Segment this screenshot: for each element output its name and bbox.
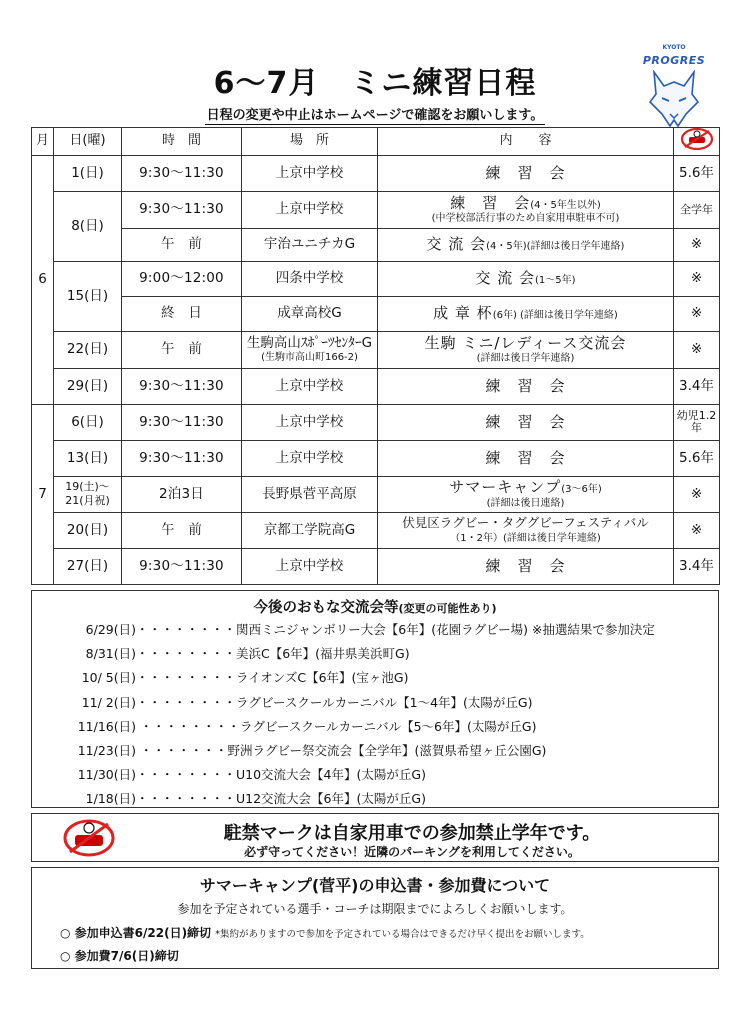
row-place: 上京中学校 xyxy=(242,191,378,228)
row-content: 練 習 会 xyxy=(378,155,674,191)
row-day: 20(日) xyxy=(54,512,122,548)
summer-camp-title: サマーキャンプ(菅平)の申込書・参加費について xyxy=(199,876,551,895)
row-day: 22(日) xyxy=(54,331,122,368)
row-place: 上京中学校 xyxy=(242,155,378,191)
row-time: 9:30～11:30 xyxy=(122,440,242,476)
row-content: 練 習 会 xyxy=(378,368,674,404)
list-item: 11/ 2(日)・・・・・・・・ラグビースクールカーニバル【1～4年】(太陽が丘G) xyxy=(81,694,533,710)
row-place: 生駒高山ｽﾎﾟｰﾂｾﾝﾀｰG (生駒市高山町166-2) xyxy=(242,331,378,368)
row-place: 上京中学校 xyxy=(242,548,378,584)
list-item: 10/ 5(日)・・・・・・・・ライオンズC【6年】(宝ヶ池G) xyxy=(81,670,409,686)
row-content: サマーキャンプ(3～6年) (詳細は後日連絡) xyxy=(378,476,674,512)
table-row xyxy=(32,440,720,476)
row-time: 9:00～12:00 xyxy=(122,261,242,296)
table-row xyxy=(32,476,720,512)
parking-notice-box xyxy=(31,813,719,862)
page-title: 6～7月 ミニ練習日程 xyxy=(213,66,537,101)
row-time: 9:30～11:30 xyxy=(122,404,242,440)
row-day: 1(日) xyxy=(54,155,122,191)
list-item: 11/23(日) ・・・・・・・野洲ラグビー祭交流会【全学年】(滋賀県希望ヶ丘公園G) xyxy=(77,742,547,758)
list-item: 11/30(日)・・・・・・・・U10交流大会【4年】(太陽が丘G) xyxy=(77,767,426,783)
month-june: 6 xyxy=(32,155,54,404)
row-place: 長野県菅平高原 xyxy=(242,476,378,512)
row-note: ※ xyxy=(674,331,720,368)
table-row xyxy=(32,512,720,548)
row-note: 5.6年 xyxy=(674,440,720,476)
parking-notice-sub: 必ず守ってください！近隣のパーキングを利用してください。 xyxy=(244,845,580,859)
row-time: 9:30～11:30 xyxy=(122,191,242,228)
row-time: 午 前 xyxy=(122,512,242,548)
row-content: 伏見区ラグビー・タググビーフェスティバル （1・2年）(詳細は後日学年連絡) xyxy=(378,512,674,548)
exchange-events-list xyxy=(50,618,710,812)
table-row xyxy=(32,404,720,440)
row-time: 午 前 xyxy=(122,228,242,261)
row-content: 交 流 会(1～5年) xyxy=(378,261,674,296)
table-row xyxy=(32,261,720,296)
row-content: 成 章 杯(6年) (詳細は後日学年連絡) xyxy=(378,296,674,331)
row-note: ※ xyxy=(674,261,720,296)
schedule-table xyxy=(31,127,720,585)
row-time: 9:30～11:30 xyxy=(122,368,242,404)
application-deadline: ○ 参加申込書6/22(日)締切 *集約がありますので参加を予定されている場合はできるだけ早く提出をお願いします。 xyxy=(60,926,590,940)
table-row xyxy=(32,331,720,368)
row-time: 午 前 xyxy=(122,331,242,368)
wolf-icon xyxy=(648,70,700,128)
row-content: 練 習 会 xyxy=(378,548,674,584)
row-day: 15(日) xyxy=(54,261,122,331)
no-parking-icon xyxy=(680,128,714,150)
exchange-events-title: 今後のおもな交流会等(変更の可能性あり) xyxy=(253,600,497,616)
logo-city: KYOTO xyxy=(662,44,686,51)
table-header-row xyxy=(32,128,720,156)
row-note: 幼児1.2年 xyxy=(674,404,720,440)
row-place: 四条中学校 xyxy=(242,261,378,296)
row-note: ※ xyxy=(674,476,720,512)
table-row xyxy=(32,548,720,584)
fee-deadline: ○ 参加費7/6(日)締切 xyxy=(60,949,179,963)
row-time: 9:30～11:30 xyxy=(122,548,242,584)
row-place: 成章高校G xyxy=(242,296,378,331)
no-parking-icon xyxy=(62,818,116,858)
row-day: 6(日) xyxy=(54,404,122,440)
header-day: 日(曜) xyxy=(54,128,122,156)
row-note: ※ xyxy=(674,296,720,331)
header-content: 内 容 xyxy=(378,128,674,156)
row-place: 上京中学校 xyxy=(242,368,378,404)
row-note: 5.6年 xyxy=(674,155,720,191)
list-item: 8/31(日)・・・・・・・・美浜C【6年】(福井県美浜町G) xyxy=(85,646,410,662)
row-content: 練 習 会(4・5年生以外) (中学校部活行事のため自家用車駐車不可) xyxy=(378,191,674,228)
header-no-parking xyxy=(674,128,720,156)
table-row xyxy=(32,191,720,228)
row-place: 京都工学院高G xyxy=(242,512,378,548)
row-note: 全学年 xyxy=(674,191,720,228)
list-item: 11/16(日) ・・・・・・・・ラグビースクールカーニバル【5～6年】(太陽が丘G) xyxy=(77,718,537,734)
row-content: 練 習 会 xyxy=(378,404,674,440)
page-subtitle: 日程の変更や中止はホームページで確認をお願いします。 xyxy=(205,104,546,125)
table-row xyxy=(32,155,720,191)
exchange-events-box xyxy=(31,590,719,808)
row-note: ※ xyxy=(674,228,720,261)
row-place: 宇治ユニチカG xyxy=(242,228,378,261)
row-place: 上京中学校 xyxy=(242,404,378,440)
row-day: 29(日) xyxy=(54,368,122,404)
club-logo xyxy=(636,44,712,130)
header-place: 場 所 xyxy=(242,128,378,156)
header-time: 時 間 xyxy=(122,128,242,156)
parking-notice-main: 駐禁マークは自家用車での参加禁止学年です。 xyxy=(223,823,601,844)
month-july: 7 xyxy=(32,404,54,584)
row-day: 8(日) xyxy=(54,191,122,261)
row-time: 9:30～11:30 xyxy=(122,155,242,191)
row-note: ※ xyxy=(674,512,720,548)
table-row xyxy=(32,296,720,331)
row-day: 13(日) xyxy=(54,440,122,476)
table-row xyxy=(32,368,720,404)
header-month: 月 xyxy=(32,128,54,156)
row-time: 2泊3日 xyxy=(122,476,242,512)
logo-name: PROGRES xyxy=(642,54,706,67)
summer-camp-box xyxy=(31,867,719,969)
row-time: 終 日 xyxy=(122,296,242,331)
table-row xyxy=(32,228,720,261)
list-item: 1/18(日)・・・・・・・・U12交流大会【6年】(太陽が丘G) xyxy=(85,791,426,807)
summer-camp-desc: 参加を予定されている選手・コーチは期限までによろしくお願いします。 xyxy=(177,902,573,916)
row-content: 交 流 会(4・5年)(詳細は後日学年連絡) xyxy=(378,228,674,261)
row-content: 生駒 ミニ/レディース交流会 (詳細は後日学年連絡) xyxy=(378,331,674,368)
row-note: 3.4年 xyxy=(674,548,720,584)
list-item: 6/29(日)・・・・・・・・関西ミニジャンボリー大会【6年】(花園ラグビー場) ※抽選結果で参加決定 xyxy=(85,622,655,637)
row-place: 上京中学校 xyxy=(242,440,378,476)
row-note: 3.4年 xyxy=(674,368,720,404)
row-content: 練 習 会 xyxy=(378,440,674,476)
row-day: 19(土)～ 21(月祝) xyxy=(54,476,122,512)
row-day: 27(日) xyxy=(54,548,122,584)
